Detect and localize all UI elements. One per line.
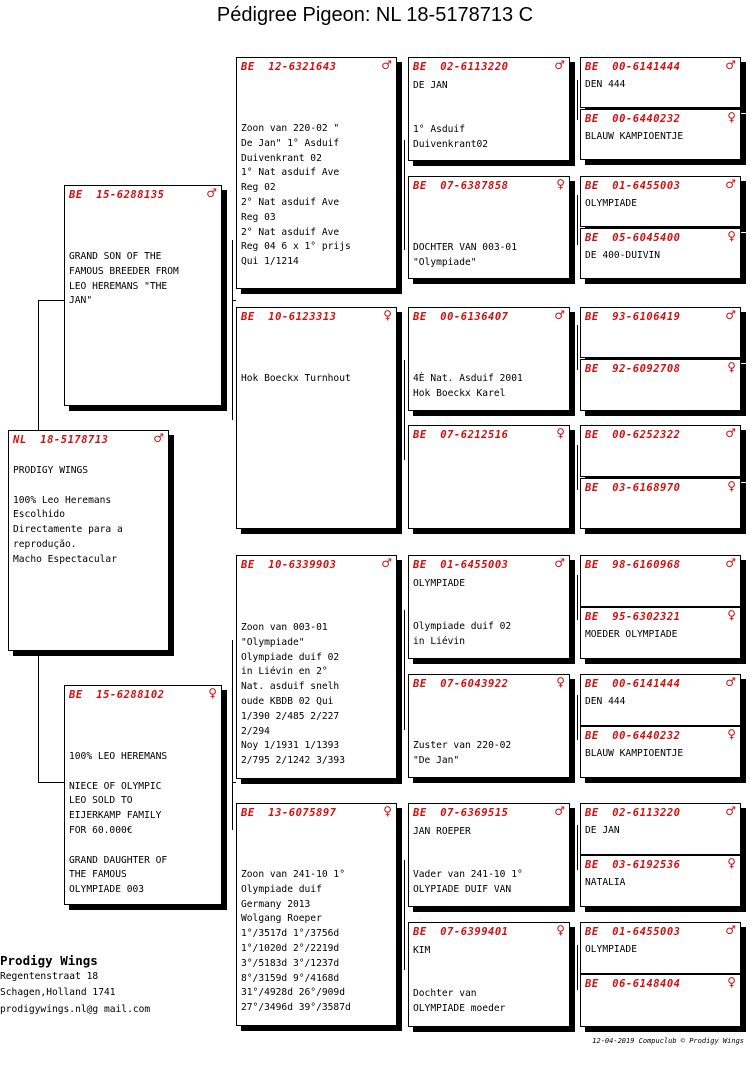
great-grandparent-card[interactable] <box>408 674 570 778</box>
breeder-email: prodigywings.nl@g mail.com <box>0 1003 151 1015</box>
pigeon-notes: 4È Nat. Asduif 2001 Hok Boeckx Karel <box>413 373 523 399</box>
pigeon-name: MOEDER OLYMPIADE <box>585 629 678 640</box>
ring-number: BE 00-6136407 <box>413 311 509 323</box>
connector-line <box>577 825 578 870</box>
ring-number: BE 95-6302321 <box>585 611 681 623</box>
male-icon: ♂ <box>725 804 736 818</box>
grandparent-card[interactable] <box>236 57 397 289</box>
pigeon-name: DE 400-DUIVIN <box>585 250 661 261</box>
ring-number: BE 00-6440232 <box>585 113 681 125</box>
male-icon: ♂ <box>725 58 736 72</box>
ancestor-card[interactable] <box>580 803 741 855</box>
connector-line <box>577 445 578 490</box>
ring-number: BE 15-6288102 <box>69 689 165 701</box>
pigeon-name: JAN ROEPER <box>413 826 471 837</box>
connector-line <box>577 195 578 245</box>
pigeon-name: OLYMPIADE <box>585 944 637 955</box>
pigeon-notes: PRODIGY WINGS 100% Leo Heremans Escolhido Directamente para a reprodução. Macho Espectacular <box>13 465 123 565</box>
great-grandparent-card[interactable] <box>408 425 570 529</box>
ring-number: BE 10-6123313 <box>241 311 337 323</box>
male-icon: ♂ <box>725 308 736 322</box>
ring-number: BE 07-6399401 <box>413 926 509 938</box>
ring-number: BE 03-6168970 <box>585 482 681 494</box>
female-icon: ♀ <box>727 856 736 870</box>
connector-line <box>577 695 578 740</box>
pigeon-name: DE JAN <box>413 80 448 91</box>
male-icon: ♂ <box>554 556 565 570</box>
female-icon: ♀ <box>556 675 565 689</box>
connector-line <box>232 240 233 420</box>
pigeon-notes: Zoon van 003-01 "Olympiade" Olympiade duif 02 in Liévin en 2° Nat. asduif snelh oude KBDB 02 Qui 1/390 2/485 2/227 2/294 Noy 1/1931 1/1393 2/795 2/1242 3/393 <box>241 622 345 767</box>
pigeon-notes: 100% LEO HEREMANS NIECE OF OLYMPIC LEO SOLD TO EIJERKAMP FAMILY FOR 60.000€ GRAND DAUGHTER OF THE FAMOUS OLYMPIADE 003 <box>69 751 168 896</box>
pigeon-name: DEN 444 <box>585 696 626 707</box>
connector-line <box>232 640 233 830</box>
female-icon: ♀ <box>556 177 565 191</box>
female-icon: ♀ <box>383 308 392 322</box>
female-icon: ♀ <box>556 923 565 937</box>
pigeon-notes: Vader van 241-10 1° OLYPIADE DUIF VAN <box>413 869 523 895</box>
ancestor-card[interactable] <box>580 855 741 907</box>
ancestor-card[interactable] <box>580 555 741 607</box>
ancestor-card[interactable] <box>580 176 741 227</box>
ring-number: BE 05-6045400 <box>585 232 681 244</box>
connector-line <box>404 610 405 730</box>
connector-line <box>38 782 64 783</box>
breeder-city: Schagen,Holland 1741 <box>0 987 116 999</box>
connector-line <box>577 945 578 990</box>
ancestor-card[interactable] <box>580 922 741 974</box>
ring-number: BE 00-6440232 <box>585 730 681 742</box>
pigeon-name: NATALIA <box>585 877 626 888</box>
ring-number: BE 92-6092708 <box>585 363 681 375</box>
connector-line <box>38 300 64 301</box>
connector-line <box>577 325 578 370</box>
pigeon-notes: DOCHTER VAN 003-01 "Olympiade" <box>413 242 517 268</box>
ring-number: BE 13-6075897 <box>241 807 337 819</box>
pigeon-notes: Zoon van 241-10 1° Olympiade duif Germany 2013 Wolgang Roeper 1°/3517d 1°/3756d 1°/1020d 2°/2219d 3°/5183d 3°/1237d 8°/3159d 9°/4168d 31°/4928d 26°/909d 27°/3496d 39°/3587d <box>241 869 351 1014</box>
male-icon: ♂ <box>381 556 392 570</box>
ring-number: BE 98-6160968 <box>585 559 681 571</box>
connector-line <box>404 360 405 460</box>
breeder-address <box>0 953 150 1018</box>
grandparent-card[interactable] <box>236 307 397 529</box>
male-icon: ♂ <box>554 308 565 322</box>
grandparent-card[interactable] <box>236 803 397 1026</box>
great-grandparent-card[interactable] <box>408 922 570 1027</box>
ring-number: BE 06-6148404 <box>585 978 681 990</box>
ring-number: BE 00-6141444 <box>585 678 681 690</box>
pigeon-name: BLAUW KAMPIOENTJE <box>585 748 684 759</box>
breeder-street: Regentenstraat 18 <box>0 971 99 983</box>
pigeon-notes: Zoon van 220-02 " De Jan" 1° Asduif Duivenkrant 02 1° Nat asduif Ave Reg 02 2° Nat asduif Ave Reg 03 2° Nat asduif Ave Reg 04 6 x 1° prijs Qui 1/1214 <box>241 123 351 268</box>
breeder-name: Prodigy Wings <box>0 953 98 968</box>
ring-number: BE 07-6212516 <box>413 429 509 441</box>
male-icon: ♂ <box>725 556 736 570</box>
male-icon: ♂ <box>381 58 392 72</box>
male-icon: ♂ <box>153 431 164 445</box>
ancestor-card[interactable] <box>580 726 741 778</box>
pigeon-name: DE JAN <box>585 825 620 836</box>
connector-line <box>577 575 578 620</box>
ring-number: BE 07-6043922 <box>413 678 509 690</box>
female-icon: ♀ <box>727 110 736 124</box>
great-grandparent-card[interactable] <box>408 555 570 659</box>
ancestor-card[interactable] <box>580 109 741 160</box>
ring-number: BE 00-6141444 <box>585 61 681 73</box>
male-icon: ♂ <box>554 804 565 818</box>
female-icon: ♀ <box>727 608 736 622</box>
male-icon: ♂ <box>725 675 736 689</box>
great-grandparent-card[interactable] <box>408 307 570 411</box>
ancestor-card[interactable] <box>580 607 741 659</box>
pigeon-notes: 1° Asduif Duivenkrant02 <box>413 124 489 150</box>
footer-credit: 12-04-2019 Compuclub © Prodigy Wings <box>592 1037 744 1045</box>
female-icon: ♀ <box>727 479 736 493</box>
mother-card[interactable] <box>64 685 222 905</box>
ring-number: NL 18-5178713 <box>13 434 109 446</box>
connector-line <box>404 140 405 250</box>
connector-line <box>577 80 578 120</box>
great-grandparent-card[interactable] <box>408 803 570 907</box>
ring-number: BE 15-6288135 <box>69 189 165 201</box>
ring-number: BE 01-6455003 <box>585 180 681 192</box>
pigeon-name: OLYMPIADE <box>413 578 465 589</box>
pigeon-notes: Dochter van OLYMPIADE moeder <box>413 988 506 1014</box>
male-icon: ♂ <box>725 177 736 191</box>
ancestor-card[interactable] <box>580 307 741 358</box>
connector-line <box>404 860 405 970</box>
ancestor-card[interactable] <box>580 674 741 726</box>
ancestor-card[interactable] <box>580 974 741 1027</box>
ring-number: BE 93-6106419 <box>585 311 681 323</box>
pigeon-name: OLYMPIADE <box>585 198 637 209</box>
pigeon-name: DEN 444 <box>585 79 626 90</box>
ring-number: BE 02-6113220 <box>585 807 681 819</box>
ring-number: BE 12-6321643 <box>241 61 337 73</box>
ancestor-card[interactable] <box>580 478 741 529</box>
connector-line <box>232 782 236 783</box>
ring-number: BE 00-6252322 <box>585 429 681 441</box>
male-icon: ♂ <box>206 186 217 200</box>
connector-line <box>232 300 236 301</box>
female-icon: ♀ <box>727 975 736 989</box>
ring-number: BE 07-6387858 <box>413 180 509 192</box>
male-icon: ♂ <box>725 426 736 440</box>
grandparent-card[interactable] <box>236 555 397 779</box>
female-icon: ♀ <box>727 360 736 374</box>
ring-number: BE 01-6455003 <box>413 559 509 571</box>
ring-number: BE 01-6455003 <box>585 926 681 938</box>
connector-line <box>38 650 39 782</box>
ring-number: BE 07-6369515 <box>413 807 509 819</box>
ancestor-card[interactable] <box>580 228 741 279</box>
pigeon-notes: Zuster van 220-02 "De Jan" <box>413 740 512 766</box>
great-grandparent-card[interactable] <box>408 176 570 279</box>
pigeon-name: BLAUW KAMPIOENTJE <box>585 131 684 142</box>
female-icon: ♀ <box>727 229 736 243</box>
connector-line <box>38 300 39 431</box>
pigeon-name: KIM <box>413 945 431 956</box>
female-icon: ♀ <box>383 804 392 818</box>
page-title: Pédigree Pigeon: NL 18-5178713 C <box>216 4 534 26</box>
male-icon: ♂ <box>554 58 565 72</box>
female-icon: ♀ <box>556 426 565 440</box>
female-icon: ♀ <box>727 727 736 741</box>
female-icon: ♀ <box>208 686 217 700</box>
subject-card[interactable] <box>8 430 169 651</box>
ring-number: BE 02-6113220 <box>413 61 509 73</box>
pigeon-notes: Olympiade duif 02 in Liévin <box>413 621 512 647</box>
ancestor-card[interactable] <box>580 425 741 477</box>
father-card[interactable] <box>64 185 222 406</box>
pigeon-notes: Hok Boeckx Turnhout <box>241 373 351 384</box>
ring-number: BE 10-6339903 <box>241 559 337 571</box>
ancestor-card[interactable] <box>580 57 741 108</box>
pigeon-notes: GRAND SON OF THE FAMOUS BREEDER FROM LEO HEREMANS "THE JAN" <box>69 251 179 307</box>
male-icon: ♂ <box>725 923 736 937</box>
ancestor-card[interactable] <box>580 359 741 411</box>
great-grandparent-card[interactable] <box>408 57 570 161</box>
ring-number: BE 03-6192536 <box>585 859 681 871</box>
